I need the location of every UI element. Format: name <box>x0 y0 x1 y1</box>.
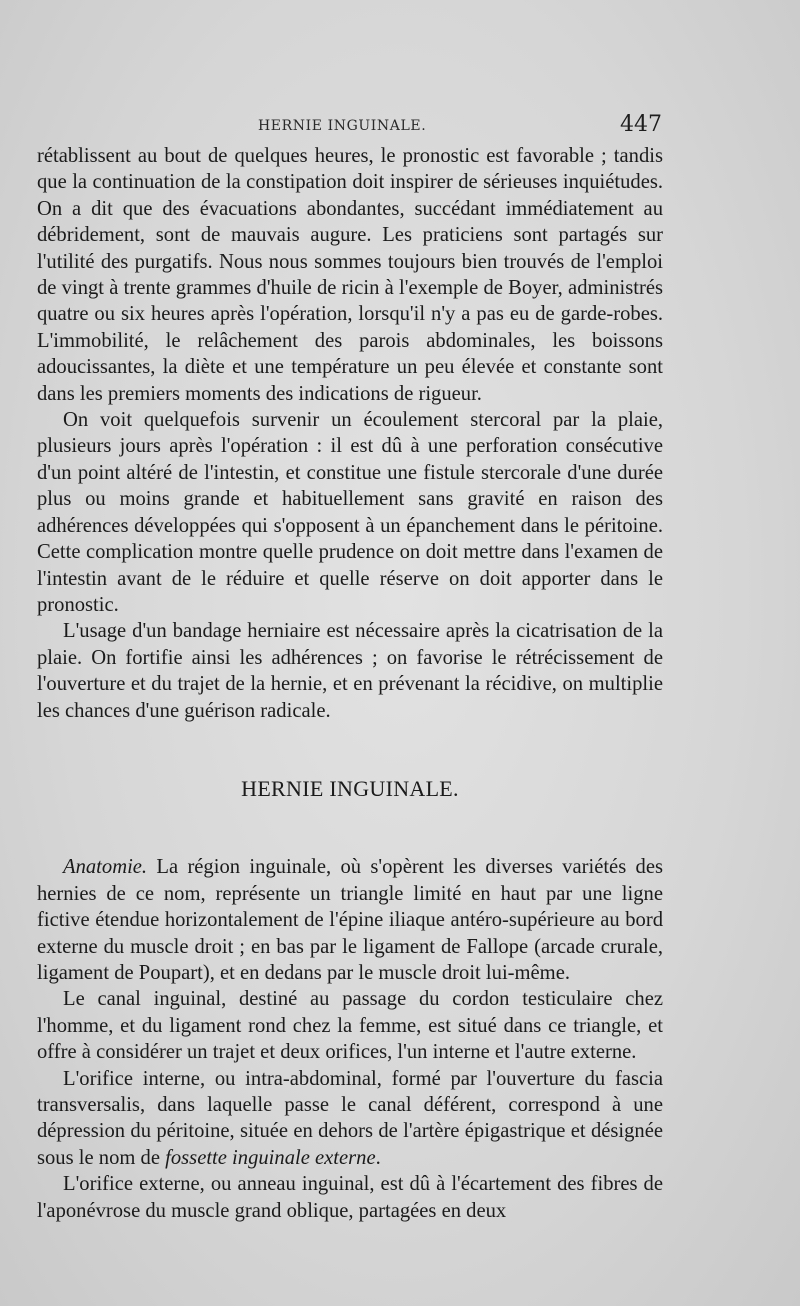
paragraph: On voit quelquefois survenir un écoulement stercoral par la plaie, plusieurs jours après l'opération : il est dû à une perforation consécutive d'un point altéré de l'intestin, et constitue une fistule stercorale d'une durée plus ou moins grande et habituellement sans gravité en raison des adhérences développées qui s'opposent à un épanchement dans le péritoine. Cette complication montre quelle prudence on doit mettre dans l'examen de l'intestin avant de le réduire et quelle réserve on doit apporter dans le pronostic. <box>37 409 663 616</box>
paragraph-text: L'orifice interne, ou intra-abdominal, formé par l'ouverture du fascia transversalis, dans laquelle passe le canal déférent, correspond à une dépression du péritoine, située en dehors de l'artère épigastrique et désignée sous le nom de <box>37 1067 663 1169</box>
paragraph-text: La région inguinale, où s'opèrent les diverses variétés des hernies de ce nom, représente un triangle limité en haut par une ligne fictive étendue horizontalement de l'épine iliaque antéro-supérieure au bord externe du muscle droit ; en bas par le ligament de Fallope (arcade crurale, ligament de Poupart), et en dedans par le muscle droit lui-même. <box>37 856 663 984</box>
page-header <box>0 112 800 142</box>
running-title: HERNIE INGUINALE. <box>258 118 427 134</box>
paragraph: Le canal inguinal, destiné au passage du cordon testiculaire chez l'homme, et du ligament rond chez la femme, est situé dans ce triangle, et offre à considérer un trajet et deux orifices, l'un interne et l'autre externe. <box>37 988 663 1064</box>
paragraph-anatomy <box>37 854 663 986</box>
page-number: 447 <box>620 112 662 137</box>
italic-term: fossette inguinale externe <box>165 1146 376 1169</box>
paragraph-end: . <box>375 1146 381 1169</box>
paragraph: L'usage d'un bandage herniaire est nécessaire après la cicatrisation de la plaie. On fortifie ainsi les adhérences ; on favorise le rétrécissement de l'ouverture et du trajet de la hernie, et en prévenant la récidive, on multiplie les chances d'une guérison radicale. <box>37 620 663 722</box>
page-body <box>37 143 663 1224</box>
section-title: HERNIE INGUINALE. <box>241 775 459 801</box>
paragraph-orifice-interne <box>37 1066 663 1172</box>
paragraph-continuation: rétablissent au bout de quelques heures, le pronostic est favorable ; tandis que la continuation de la constipation doit inspirer de sérieuses inquiétudes. On a dit que des évacuations abondantes, succédant immédiatement au débridement, sont de mauvais augure. Les praticiens sont partagés sur l'utilité des purgatifs. Nous nous sommes toujours bien trouvés de l'emploi de vingt à trente grammes d'huile de ricin à l'exemple de Boyer, administrés quatre ou six heures après l'opération, lorsqu'il n'y a pas eu de garde-robes. L'immobilité, le relâchement des parois abdominales, les boissons adoucissantes, la diète et une température un peu élevée et constante sont dans les premiers moments des indications de rigueur. <box>37 145 663 405</box>
paragraph-lead: Anatomie. <box>63 856 148 879</box>
paragraph: L'orifice externe, ou anneau inguinal, est dû à l'écartement des fibres de l'aponévrose du muscle grand oblique, partagées en deux <box>37 1173 663 1222</box>
